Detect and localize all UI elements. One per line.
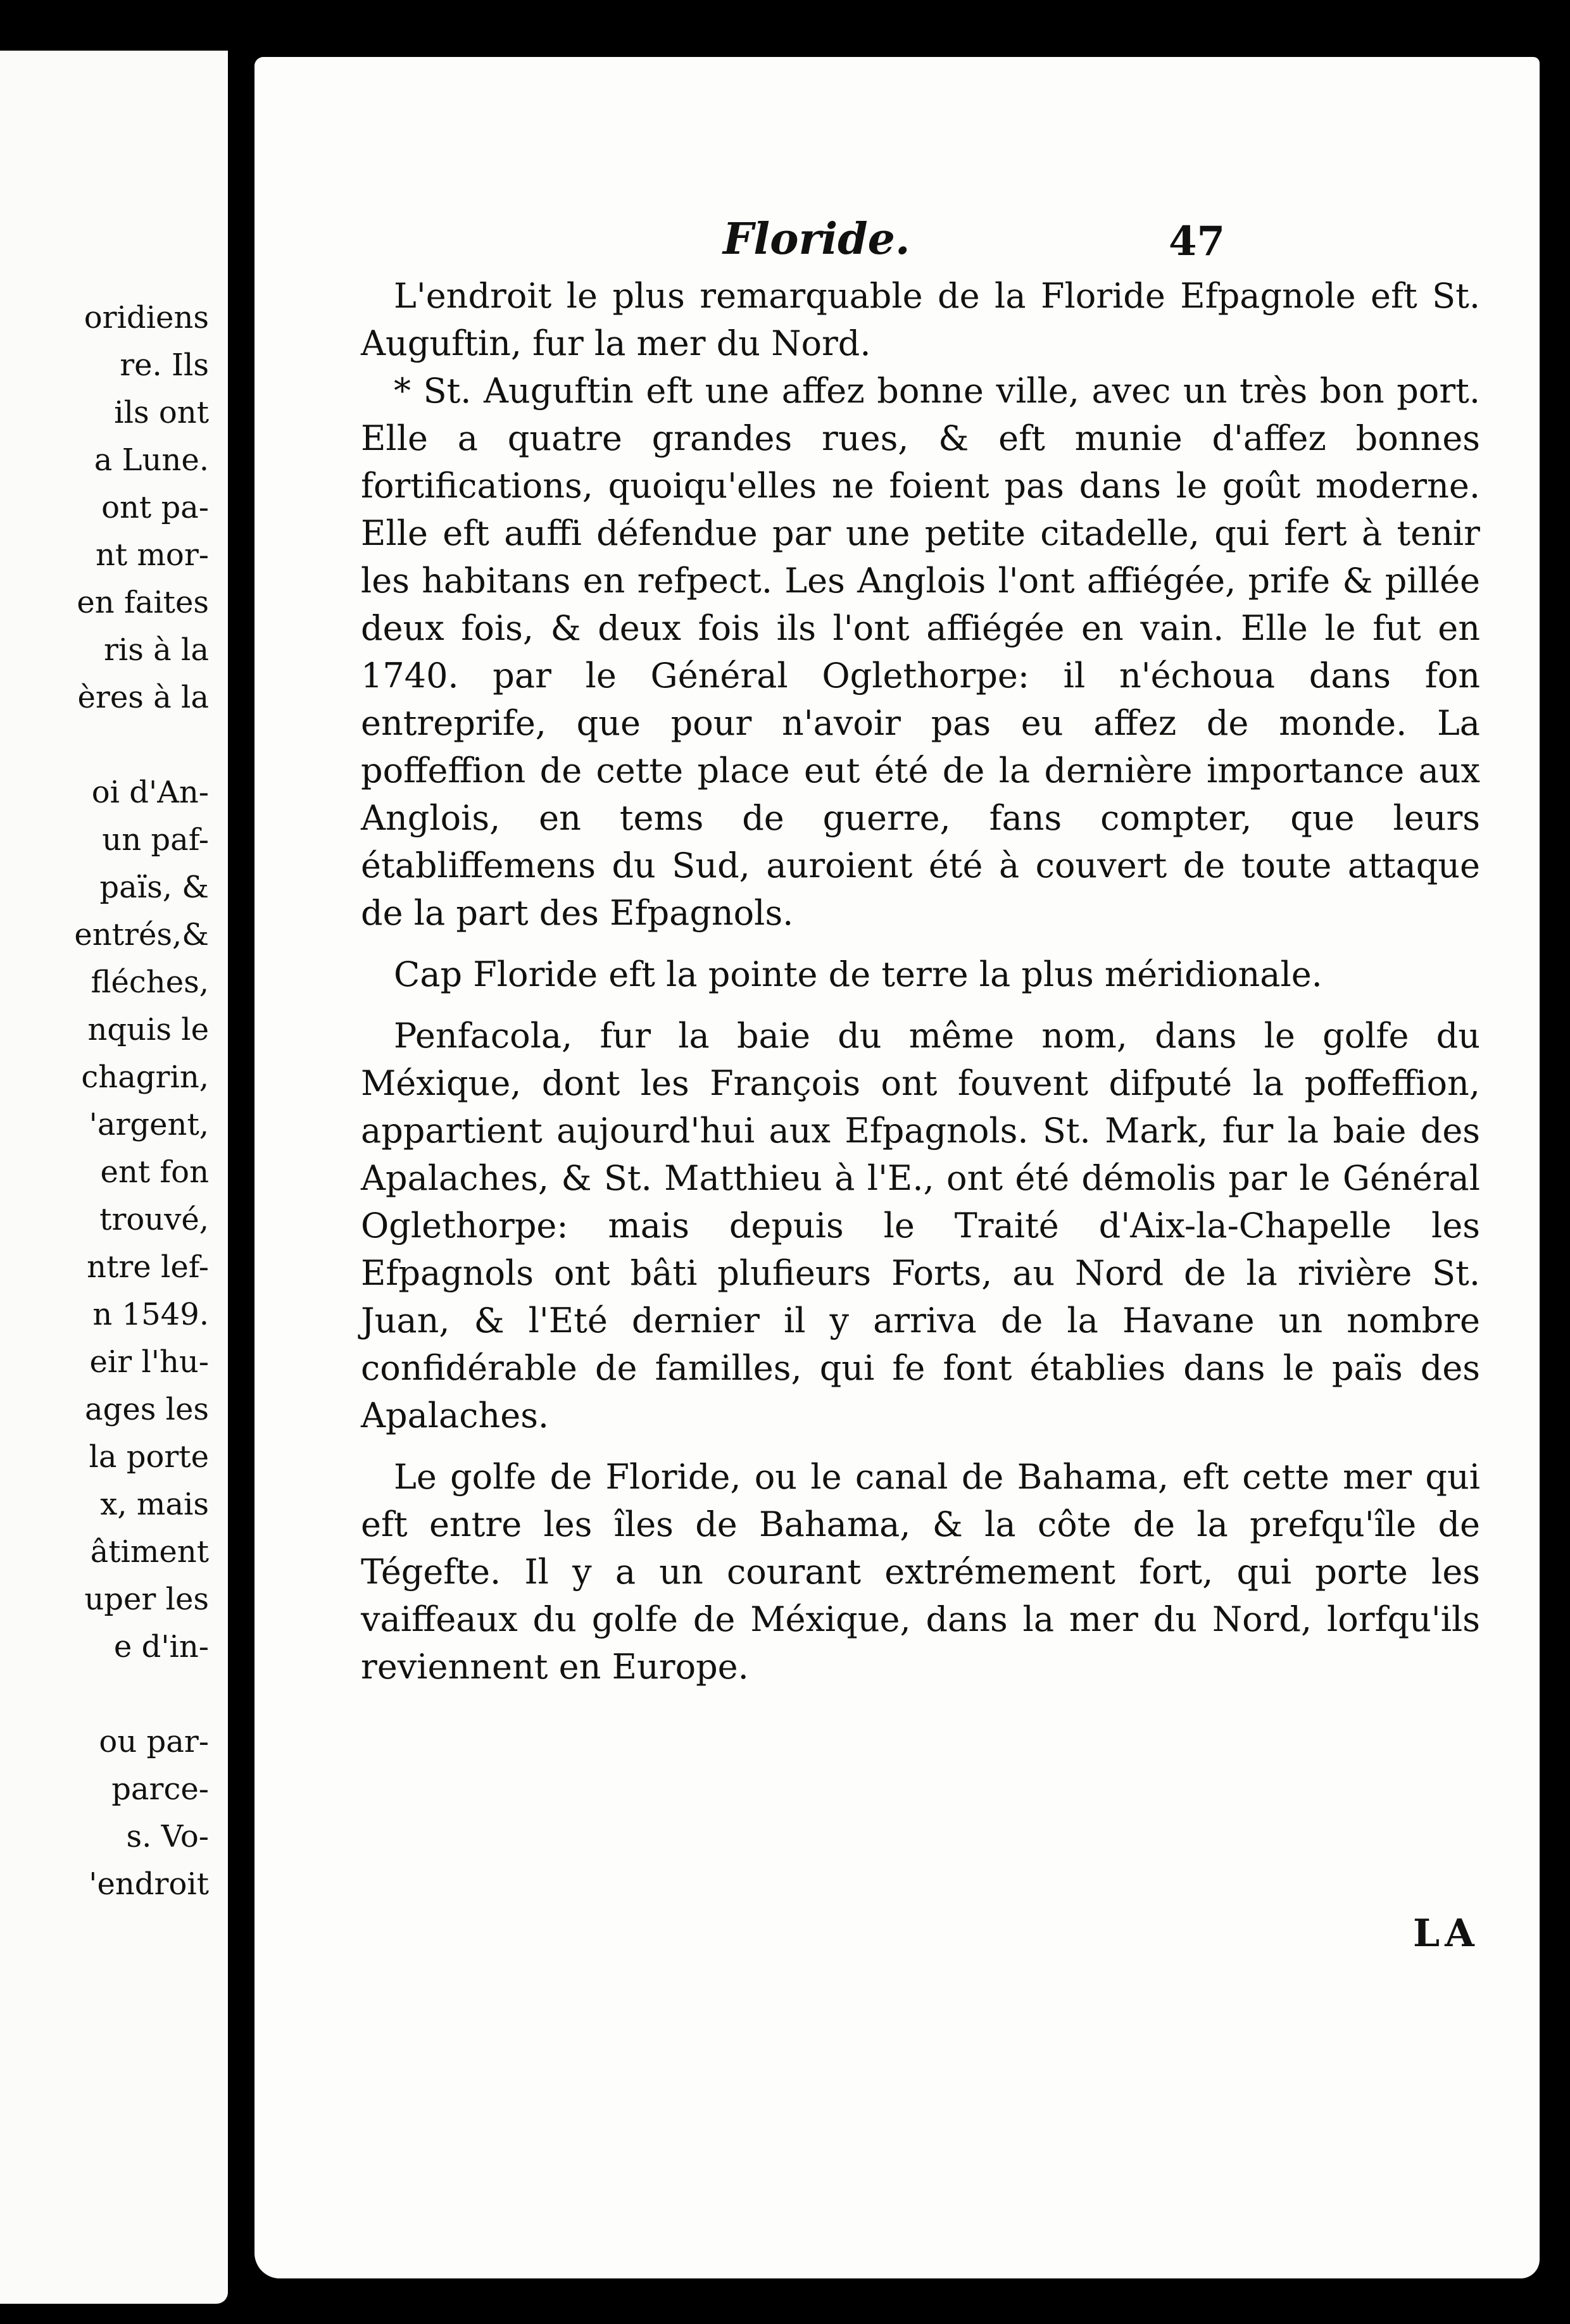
facing-page-line	[0, 1671, 209, 1718]
facing-page-line: trouvé,	[99, 1202, 209, 1237]
paragraph-pensacola: Penfacola, fur la baie du même nom, dans le golfe du Méxique, dont les François ont fouvent difputé la poffeffion, appartient aujourd'hui aux Efpagnols. St. Mark, fur la baie des Apalaches, & St. Matthieu à l'E., ont été démolis par le Général Oglethorpe: mais depuis le Traité d'Aix-la-Chapelle les Efpagnols ont bâti plufieurs Forts, au Nord de la rivière St. Juan, & l'Eté dernier il y arriva de la Havane un nombre confidérable de familles, qui fe font établies dans le païs des Apalaches.	[361, 1016, 1480, 1435]
facing-page-left	[0, 51, 228, 2304]
facing-page-line: eir l'hu-	[89, 1344, 209, 1380]
facing-page-line: nt mor-	[95, 537, 209, 573]
facing-page-line: a Lune.	[94, 442, 209, 478]
facing-page-line: païs, &	[99, 870, 209, 905]
facing-page-line: chagrin,	[81, 1059, 209, 1095]
facing-page-line	[0, 722, 209, 769]
facing-page-line: ères à la	[77, 680, 209, 715]
facing-page-line: oi d'An-	[91, 775, 209, 810]
paragraph-cap-floride: Cap Floride eft la pointe de terre la plus méridionale.	[394, 954, 1322, 994]
page-number: 47	[1169, 218, 1226, 265]
book-page	[254, 57, 1540, 2278]
facing-page-line: entrés,&	[74, 917, 209, 953]
facing-page-line: âtiment	[90, 1534, 209, 1570]
facing-page-line: n 1549.	[92, 1297, 209, 1332]
running-head-title: Floride.	[723, 214, 910, 265]
catchword: LA	[1413, 1911, 1479, 1956]
facing-page-line: e d'in-	[113, 1629, 209, 1665]
facing-page-line: s. Vo-	[126, 1819, 209, 1854]
facing-page-line: un paf-	[102, 822, 209, 858]
facing-page-line: ont pa-	[101, 490, 209, 525]
facing-page-line: nquis le	[87, 1012, 209, 1047]
facing-page-line: uper les	[84, 1582, 209, 1617]
paragraph-st-augustin-description: * St. Auguftin eft une affez bonne ville, avec un très bon port. Elle a quatre grandes rues, & eft munie d'affez bonnes fortifications, quoiqu'elles ne foient pas dans le goût moderne. Elle eft auffi défendue par une petite citadelle, qui fert à tenir les habitans en refpect. Les Anglois l'ont affiégée, prife & pillée deux fois, & deux fois ils l'ont affiégée en vain. Elle le fut en 1740. par le Général Oglethorpe: il n'échoua dans fon entreprife, que pour n'avoir pas eu affez de monde. La poffeffion de cette place eut été de la dernière importance aux Anglois, en tems de guerre, fans compter, que leurs établiffemens du Sud, auroient été à couvert de toute attaque de la part des Efpagnols.	[361, 371, 1480, 933]
facing-page-line: en faites	[77, 585, 209, 620]
facing-page-line: parce-	[111, 1771, 209, 1807]
facing-page-line: 'endroit	[89, 1866, 209, 1902]
facing-page-text	[0, 294, 209, 1908]
facing-page-line: x, mais	[100, 1487, 209, 1522]
facing-page-line: ris à la	[103, 632, 209, 668]
paragraph-golfe-de-floride: Le golfe de Floride, ou le canal de Bahama, eft cette mer qui eft entre les îles de Bahama, & la côte de la prefqu'île de Tégefte. Il y a un courant extrémement fort, qui porte les vaiffeaux du golfe de Méxique, dans la mer du Nord, lorfqu'ils reviennent en Europe.	[361, 1457, 1480, 1687]
body-text	[361, 272, 1480, 1690]
facing-page-line: re. Ils	[120, 347, 209, 383]
paragraph-st-augustin-intro: L'endroit le plus remarquable de la Floride Efpagnole eft St. Auguftin, fur la mer du Nord.	[361, 276, 1480, 363]
facing-page-line: ntre lef-	[87, 1249, 209, 1285]
facing-page-line: la porte	[89, 1439, 209, 1475]
facing-page-line: ent fon	[100, 1154, 209, 1190]
facing-page-line: ils ont	[114, 395, 209, 430]
facing-page-line: 'argent,	[89, 1107, 209, 1142]
facing-page-line: ou par-	[99, 1724, 209, 1759]
facing-page-line: fléches,	[91, 965, 209, 1000]
facing-page-line: ages les	[84, 1392, 209, 1427]
book-gutter	[229, 0, 252, 2324]
facing-page-line: oridiens	[84, 300, 209, 335]
